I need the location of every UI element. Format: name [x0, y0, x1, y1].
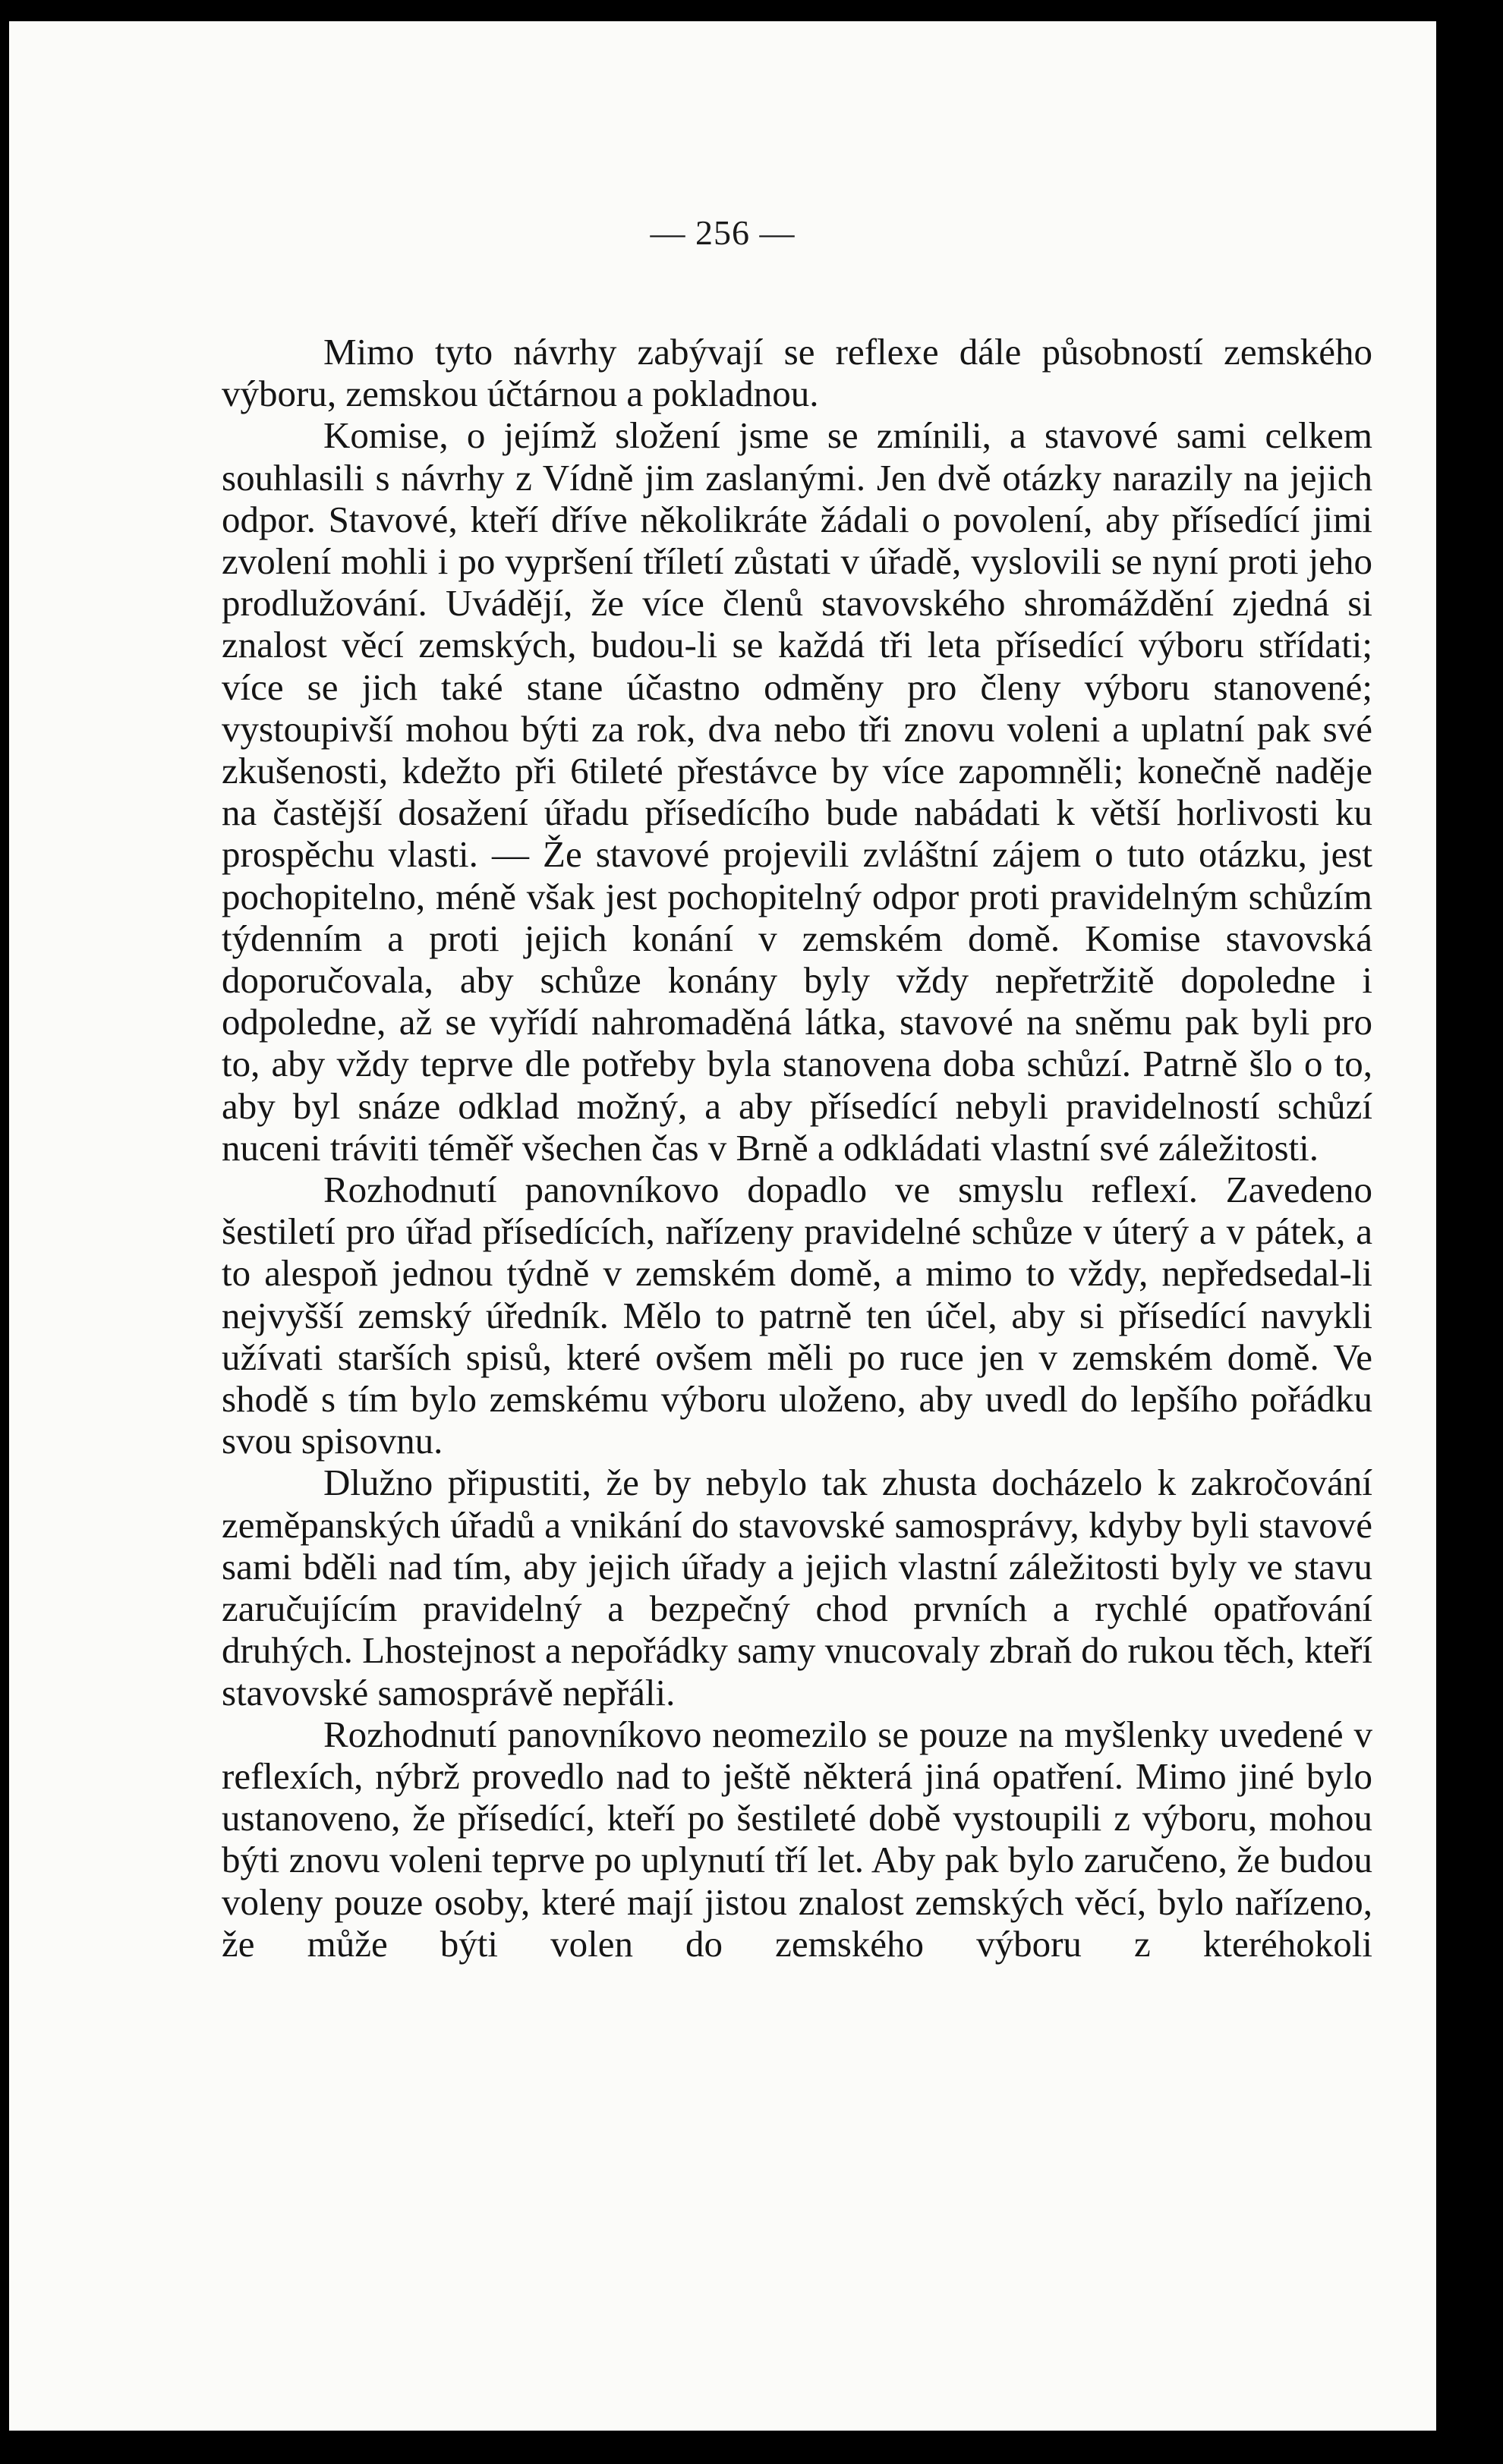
paragraph: Mimo tyto návrhy zabývají se reflexe dále působností zemského výboru, zemskou účtárnou a pokladnou. — [222, 331, 1372, 415]
paragraph: Rozhodnutí panovníkovo neomezilo se pouze na myšlenky uvedené v reflexích, nýbrž provedlo nad to ještě některá jiná opatření. Mimo jiné bylo ustanoveno, že přísedící, kteří po šestileté době vystoupili z výboru, mohou býti znovu voleni teprve po uplynutí tří let. Aby pak bylo zaručeno, že budou voleny pouze osoby, které mají jistou znalost zemských věcí, bylo nařízeno, že může býti volen do zemského výboru z kteréhokoli — [222, 1713, 1372, 1965]
paragraph: Rozhodnutí panovníkovo dopadlo ve smyslu reflexí. Zavedeno šestiletí pro úřad přísedících, nařízeny pravidelné schůze v úterý a v pátek, a to alespoň jednou týdně v zemském domě, a mimo to vždy, nepředsedal-li nejvyšší zemský úředník. Mělo to patrně ten účel, aby si přísedící navykli užívati starších spisů, které ovšem měli po ruce jen v zemském domě. Ve shodě s tím bylo zemskému výboru uloženo, aby uvedl do lepšího pořádku svou spisovnu. — [222, 1169, 1372, 1462]
scan-edge — [1436, 0, 1503, 2464]
book-page — [9, 21, 1436, 2431]
paragraph: Dlužno připustiti, že by nebylo tak zhusta docházelo k zakročování zeměpanských úřadů a vnikání do stavovské samosprávy, kdyby byli stavové sami bděli nad tím, aby jejich úřady a jejich vlastní záležitosti byly ve stavu zaručujícím pravidelný a bezpečný chod prvních a rychlé opatřování druhých. Lhostejnost a nepořádky samy vnucovaly zbraň do rukou těch, kteří stavovské samosprávě nepřáli. — [222, 1462, 1372, 1713]
paragraph: Komise, o jejímž složení jsme se zmínili, a stavové sami celkem souhlasili s návrhy z Vídně jim zaslanými. Jen dvě otázky narazily na jejich odpor. Stavové, kteří dříve několikráte žádali o povolení, aby přísedící jimi zvolení mohli i po vypršení tříletí zůstati v úřadě, vyslovili se nyní proti jeho prodlužování. Uvádějí, že více členů stavovského shromáždění zjedná si znalost věcí zemských, budou-li se každá tři leta přísedící výboru střídati; více se jich také stane účastno odměny pro členy výboru stanovené; vystoupivší mohou býti za rok, dva nebo tři znovu voleni a uplatní pak své zkušenosti, kdežto při 6tileté přestávce by více zapomněli; konečně naděje na častější dosažení úřadu přísedícího bude nabádati k větší horlivosti ku prospěchu vlasti. — Že stavové projevili zvláštní zájem o tuto otázku, jest pochopitelno, méně však jest pochopitelný odpor proti pravidelným schůzím týdenním a proti jejich konání v zemském domě. Komise stavovská doporučovala, aby schůze konány byly vždy nepřetržitě dopoledne i odpoledne, až se vyřídí nahromaděná látka, stavové na sněmu pak byli pro to, aby vždy teprve dle potřeby byla stanovena doba schůzí. Patrně šlo o to, aby byl snáze odklad možný, a aby přísedící nebyli pravidelností schůzí nuceni tráviti téměř všechen čas v Brně a odkládati vlastní své záležitosti. — [222, 414, 1372, 1169]
body-text — [222, 331, 1372, 1965]
page-number: — 256 — — [650, 213, 796, 252]
